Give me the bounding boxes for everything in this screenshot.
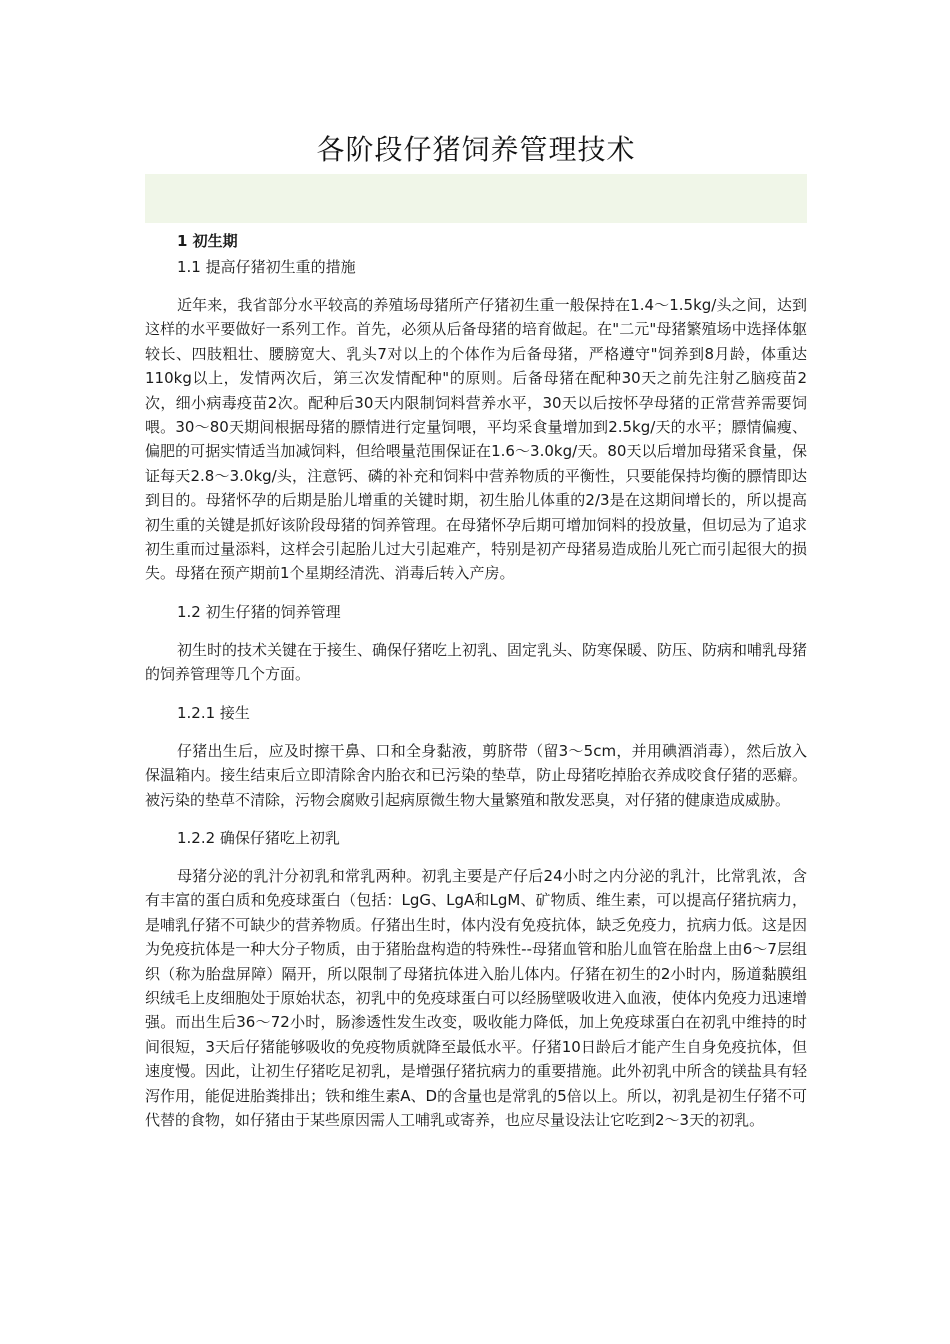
section-heading-1-2: 1.2 初生仔猪的饲养管理 [177, 602, 341, 621]
paragraph-1-2-1: 仔猪出生后，应及时擦干鼻、口和全身黏液，剪脐带（留3～5cm，并用碘酒消毒），然后放入保温箱内。接生结束后立即清除舍内胎衣和已污染的垫草，防止母猪吃掉胎衣养成咬食仔猪的恶癖。被污染的垫草不清除，污物会腐败引起病原微生物大量繁殖和散发恶臭，对仔猪的健康造成威胁。 [145, 741, 807, 809]
section-heading-1-2-1: 1.2.1 接生 [177, 703, 250, 722]
paragraph-1-2-2: 母猪分泌的乳汁分初乳和常乳两种。初乳主要是产仔后24小时之内分泌的乳汁，比常乳浓，含有丰富的蛋白质和免疫球蛋白（包括：LgG、LgA和LgM、矿物质、维生素，可以提高仔猪抗病力，是哺乳仔猪不可缺少的营养物质。仔猪出生时，体内没有免疫抗体，缺乏免疫力，抗病力低。这是因为免疫抗体是一种大分子物质，由于猪胎盘构造的特殊性--母猪血管和胎儿血管在胎盘上由6～7层组织（称为胎盘屏障）隔开，所以限制了母猪抗体进入胎儿体内。仔猪在初生的2小时内，肠道黏膜组织绒毛上皮细胞处于原始状态，初乳中的免疫球蛋白可以经肠壁吸收进入血液，使体内免疫力迅速增强。而出生后36～72小时，肠渗透性发生改变，吸收能力降低，加上免疫球蛋白在初乳中维持的时间很短，3天后仔猪能够吸收的免疫物质就降至最低水平。仔猪10日龄后才能产生自身免疫抗体，但速度慢。因此，让初生仔猪吃足初乳，是增强仔猪抗病力的重要措施。此外初乳中所含的镁盐具有轻泻作用，能促进胎粪排出；铁和维生素A、D的含量也是常乳的5倍以上。所以，初乳是初生仔猪不可代替的食物，如仔猪由于某些原因需人工哺乳或寄养，也应尽量设法让它吃到2～3天的初乳。 [145, 866, 807, 1129]
document-title: 各阶段仔猪饲养管理技术 [316, 133, 636, 166]
section-heading-1-1: 1.1 提高仔猪初生重的措施 [177, 258, 356, 276]
section-heading-1: 1 初生期 [177, 232, 238, 250]
paragraph-1-1: 近年来，我省部分水平较高的养殖场母猪所产仔猪初生重一般保持在1.4～1.5kg/头之间，达到这样的水平要做好一系列工作。首先，必须从后备母猪的培育做起。在"二元"母猪繁殖场中选择体躯较长、四肢粗壮、腰膀宽大、乳头7对以上的个体作为后备母猪，严格遵守"饲养到8月龄，体重达110kg以上，发情两次后，第三次发情配种"的原则。后备母猪在配种30天之前先注射乙脑疫苗2次，细小病毒疫苗2次。配种后30天内限制饲料营养水平，30天以后按怀孕母猪的正常营养需要饲喂。30～80天期间根据母猪的膘情进行定量饲喂，平均采食量增加到2.5kg/天的水平；膘情偏瘦、偏肥的可据实情适当加减饲料，但给喂量范围保证在1.6～3.0kg/天。80天以后增加母猪采食量，保证每天2.8～3.0kg/头，注意钙、磷的补充和饲料中营养物质的平衡性，只要能保持均衡的膘情即达到目的。母猪怀孕的后期是胎儿增重的关键时期，初生胎儿体重的2/3是在这期间增长的，所以提高初生重的关键是抓好该阶段母猪的饲养管理。在母猪怀孕后期可增加饲料的投放量，但切忌为了追求初生重而过量添料，这样会引起胎儿过大引起难产，特别是初产母猪易造成胎儿死亡而引起很大的损失。母猪在预产期前1个星期经清洗、消毒后转入产房。 [145, 296, 807, 583]
document-page [145, 0, 807, 1132]
paragraph-1-2: 初生时的技术关键在于接生、确保仔猪吃上初乳、固定乳头、防寒保暖、防压、防病和哺乳母猪的饲养管理等几个方面。 [145, 640, 808, 684]
highlight-banner [145, 174, 807, 223]
section-heading-1-2-2: 1.2.2 确保仔猪吃上初乳 [177, 828, 340, 847]
